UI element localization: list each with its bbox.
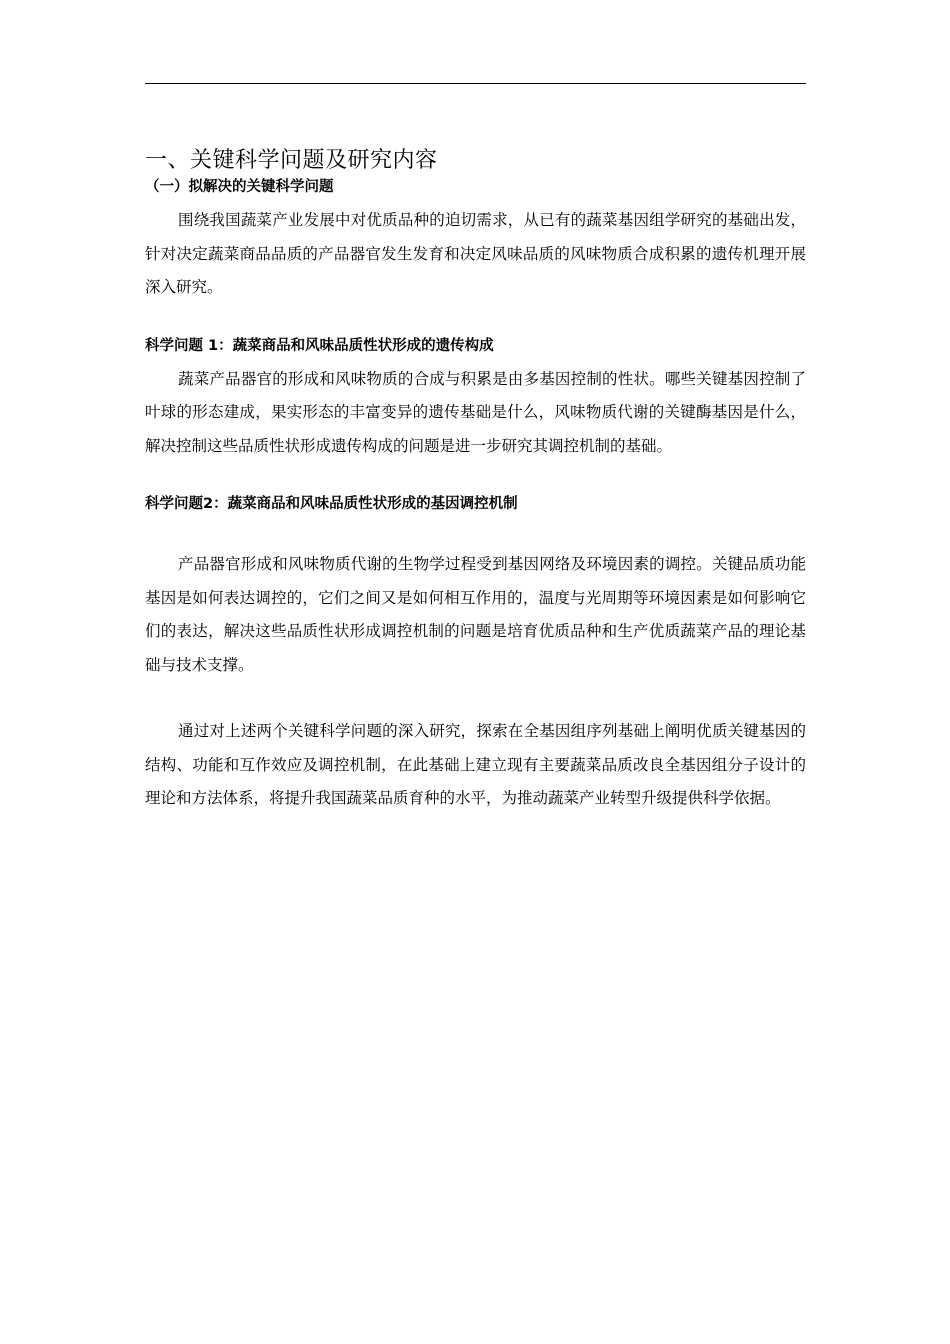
document-body [145, 146, 806, 816]
conclusion-paragraph: 通过对上述两个关键科学问题的深入研究，探索在全基因组序列基础上阐明优质关键基因的结构、功能和互作效应及调控机制，在此基础上建立现有主要蔬菜品质改良全基因组分子设计的理论和方法体系，将提升我国蔬菜品质育种的水平，为推动蔬菜产业转型升级提供科学依据。 [145, 722, 806, 807]
question-2-paragraph: 产品器官形成和风味物质代谢的生物学过程受到基因网络及环境因素的调控。关键品质功能基因是如何表达调控的，它们之间又是如何相互作用的，温度与光周期等环境因素是如何影响它们的表达，解决这些品质性状形成调控机制的问题是培育优质品种和生产优质蔬菜产品的理论基础与技术支撑。 [145, 555, 806, 674]
question-2-heading: 科学问题2：蔬菜商品和风味品质性状形成的基因调控机制 [145, 496, 518, 512]
header-rule [145, 83, 806, 84]
section-heading: 一、关键科学问题及研究内容 [145, 148, 438, 173]
question-1-heading: 科学问题 1：蔬菜商品和风味品质性状形成的遗传构成 [145, 337, 494, 354]
question-1-paragraph: 蔬菜产品器官的形成和风味物质的合成与积累是由多基因控制的性状。哪些关键基因控制了叶球的形态建成，果实形态的丰富变异的遗传基础是什么，风味物质代谢的关键酶基因是什么，解决控制这些品质性状形成遗传构成的问题是进一步研究其调控机制的基础。 [145, 369, 806, 455]
intro-paragraph: 围绕我国蔬菜产业发展中对优质品种的迫切需求，从已有的蔬菜基因组学研究的基础出发，针对决定蔬菜商品品质的产品器官发生发育和决定风味品质的风味物质合成积累的遗传机理开展深入研究。 [145, 211, 806, 296]
subsection-heading: （一）拟解决的关键科学问题 [145, 179, 334, 195]
